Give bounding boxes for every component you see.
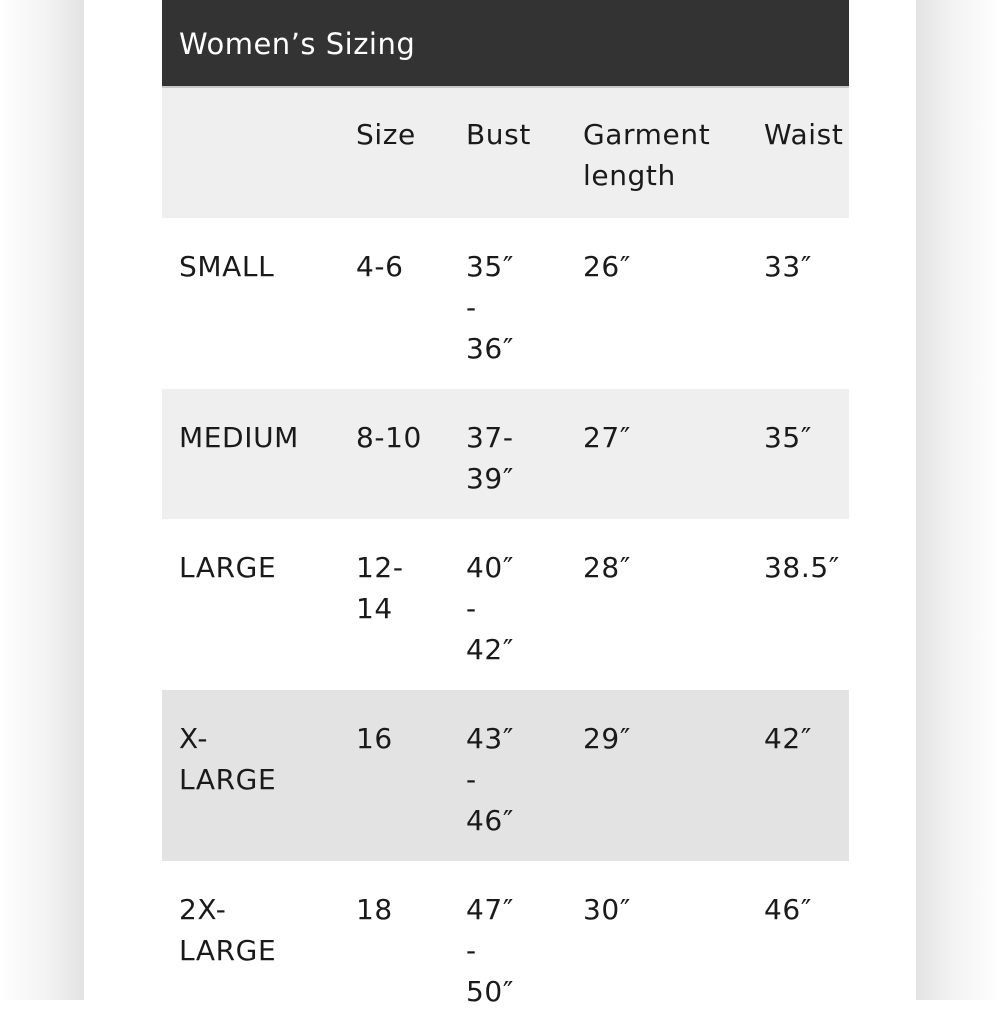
row-label xyxy=(179,417,339,458)
header-garment-length xyxy=(583,114,743,196)
row-bust-line: 36″ xyxy=(466,332,514,365)
row-bust-line: 47″ xyxy=(466,893,514,926)
row-label xyxy=(179,718,339,800)
row-waist: 33″ xyxy=(764,250,812,283)
row-bust-line: - xyxy=(466,592,477,625)
row-bust xyxy=(466,889,536,1012)
row-bust-line: - xyxy=(466,934,477,967)
row-waist: 46″ xyxy=(764,893,812,926)
table-row-x-large xyxy=(162,690,849,861)
header-garment-line2: length xyxy=(583,159,676,192)
row-size-line: 8-10 xyxy=(356,421,422,454)
right-background-edge xyxy=(916,0,1000,1000)
row-size xyxy=(356,246,446,287)
row-label-line: LARGE xyxy=(179,934,277,967)
table-header-row xyxy=(162,88,849,218)
row-label-line: SMALL xyxy=(179,250,275,283)
row-label-line: MEDIUM xyxy=(179,421,299,454)
row-size-line: 14 xyxy=(356,592,393,625)
table-row-large xyxy=(162,519,849,690)
row-bust-line: 42″ xyxy=(466,633,514,666)
row-bust-line: 46″ xyxy=(466,804,514,837)
row-bust-line: - xyxy=(466,291,477,324)
row-label-line: LARGE xyxy=(179,551,277,584)
row-size-line: 18 xyxy=(356,893,393,926)
row-bust-line: 39″ xyxy=(466,462,514,495)
row-bust xyxy=(466,246,536,369)
row-garment-length: 30″ xyxy=(583,893,631,926)
table-row-2x-large xyxy=(162,861,849,1032)
row-bust-line: 35″ xyxy=(466,250,514,283)
header-size: Size xyxy=(356,118,416,151)
row-bust-line: 40″ xyxy=(466,551,514,584)
row-waist: 42″ xyxy=(764,722,812,755)
table-row-small xyxy=(162,218,849,389)
row-size xyxy=(356,889,446,930)
page xyxy=(84,0,916,1008)
row-bust-line: - xyxy=(466,763,477,796)
row-garment-length: 28″ xyxy=(583,551,631,584)
row-label xyxy=(179,547,339,588)
row-label-line: X- xyxy=(179,722,209,755)
row-bust xyxy=(466,718,536,841)
header-waist: Waist xyxy=(764,118,844,151)
row-bust-line: 43″ xyxy=(466,722,514,755)
row-size xyxy=(356,718,446,759)
row-waist: 38.5″ xyxy=(764,551,840,584)
row-label-line: 2X- xyxy=(179,893,227,926)
row-waist: 35″ xyxy=(764,421,812,454)
row-label xyxy=(179,246,339,287)
header-garment-line1: Garment xyxy=(583,118,711,151)
header-bust: Bust xyxy=(466,118,531,151)
row-label xyxy=(179,889,339,971)
table-title: Women’s Sizing xyxy=(162,0,849,88)
row-garment-length: 26″ xyxy=(583,250,631,283)
row-size-line: 4-6 xyxy=(356,250,404,283)
row-size-line: 16 xyxy=(356,722,393,755)
left-background-edge xyxy=(0,0,84,1000)
row-label-line: LARGE xyxy=(179,763,277,796)
row-bust xyxy=(466,547,536,670)
row-size xyxy=(356,417,446,458)
sizing-table xyxy=(162,0,849,1032)
table-row-medium xyxy=(162,389,849,519)
row-size xyxy=(356,547,446,629)
row-garment-length: 27″ xyxy=(583,421,631,454)
row-garment-length: 29″ xyxy=(583,722,631,755)
row-bust-line: 50″ xyxy=(466,975,514,1008)
row-bust xyxy=(466,417,536,499)
row-bust-line: 37- xyxy=(466,421,514,454)
row-size-line: 12- xyxy=(356,551,404,584)
